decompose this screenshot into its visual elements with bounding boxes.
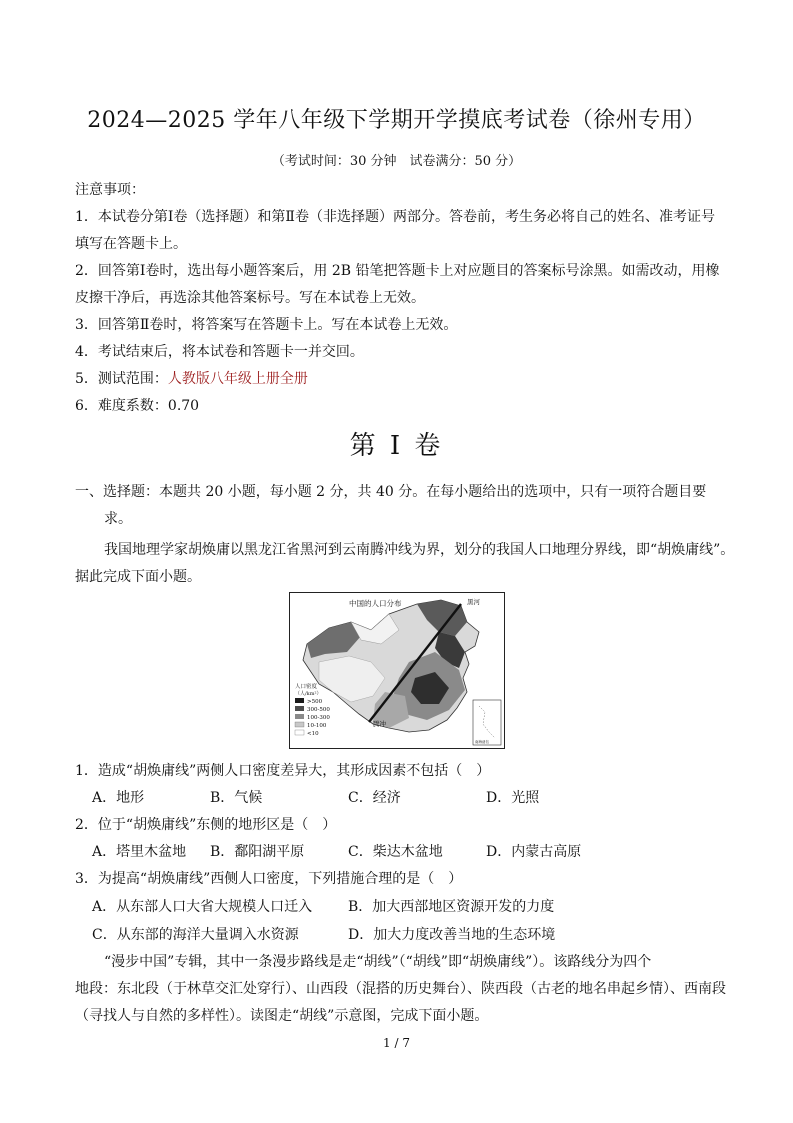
page-number: 1 / 7 <box>383 1036 410 1050</box>
map-title: 中国的人口分布 <box>349 599 402 608</box>
q2-option-a: A．塔里木盆地 <box>92 844 187 860</box>
material2-line-c: （寻找人与自然的多样性）。读图走“胡线”示意图，完成下面小题。 <box>75 1008 489 1024</box>
note-4: 4．考试结束后，将本试卷和答题卡一并交回。 <box>75 344 364 360</box>
q1-option-d: D．光照 <box>486 790 540 806</box>
note-1a: 1．本试卷分第Ⅰ卷（选择题）和第Ⅱ卷（非选择题）两部分。答卷前，考生务必将自己的姓名、准考证号 <box>75 209 715 225</box>
question-3-stem: 3．为提高“胡焕庸线”西侧人口密度，下列措施合理的是（ ） <box>75 871 463 887</box>
map-city-heihe: 黑河 <box>467 598 480 606</box>
legend-title: 人口密度 <box>295 684 318 690</box>
population-map <box>289 592 505 749</box>
exam-subtitle: （考试时间：30 分钟 试卷满分：50 分） <box>271 154 522 169</box>
q3-option-b: B．加大西部地区资源开发的力度 <box>348 899 555 915</box>
material-line-a: 我国地理学家胡焕庸以黑龙江省黑河到云南腾冲线为界，划分的我国人口地理分界线，即“胡焕庸线”。 <box>104 542 735 558</box>
part1-intro-b: 求。 <box>104 511 132 527</box>
material-line-b: 据此完成下面小题。 <box>75 569 201 585</box>
legend-label-4: 10-100 <box>307 723 327 729</box>
legend-label-3: 100-300 <box>307 715 330 721</box>
q1-option-c: C．经济 <box>348 790 401 806</box>
legend-swatch-5 <box>295 730 304 735</box>
note-6: 6．难度系数：0.70 <box>75 398 200 414</box>
q2-option-b: B．鄱阳湖平原 <box>210 844 305 860</box>
map-city-tengchong: 腾冲 <box>373 720 386 728</box>
note-2b: 皮擦干净后，再选涂其他答案标号。写在本试卷上无效。 <box>75 290 425 306</box>
note-1b: 填写在答题卡上。 <box>75 236 187 252</box>
q1-option-a: A．地形 <box>92 790 145 806</box>
note-5-scope: 人教版八年级上册全册 <box>167 371 308 387</box>
material2-line-a: “漫步中国”专辑，其中一条漫步路线是走“胡线”（“胡线”即“胡焕庸线”）。该路线分为四个 <box>104 954 652 970</box>
note-3: 3．回答第Ⅱ卷时，将答案写在答题卡上。写在本试卷上无效。 <box>75 317 458 333</box>
section-title: 第 I 卷 <box>349 431 444 461</box>
legend-swatch-2 <box>295 706 304 711</box>
q2-option-d: D．内蒙古高原 <box>486 844 582 860</box>
notes-heading: 注意事项： <box>75 182 145 198</box>
legend-swatch-4 <box>295 722 304 727</box>
question-2-stem: 2．位于“胡焕庸线”东侧的地形区是（ ） <box>75 817 337 833</box>
exam-title: 2024—2025 学年八年级下学期开学摸底考试卷（徐州专用） <box>87 108 706 133</box>
q3-option-c: C．从东部的海洋大量调入水资源 <box>92 927 299 943</box>
material2-line-b: 地段：东北段（于林草交汇处穿行）、山西段（混搭的历史舞台）、陕西段（古老的地名串起乡情）、西南段 <box>75 981 726 997</box>
part1-intro-a: 一、选择题：本题共 20 小题，每小题 2 分，共 40 分。在每小题给出的选项中，只有一项符合题目要 <box>75 484 707 500</box>
note-5 <box>75 368 308 388</box>
legend-label-1: >500 <box>307 699 323 705</box>
legend-unit: （人/km²） <box>295 691 322 697</box>
q3-option-a: A．从东部人口大省大规模人口迁入 <box>92 899 313 915</box>
inset-box <box>473 700 501 745</box>
legend-swatch-1 <box>295 698 304 703</box>
inset-label: 南海诸岛 <box>475 740 489 744</box>
q3-option-d: D．加大力度改善当地的生态环境 <box>348 927 556 943</box>
note-5-prefix: 5．测试范围： <box>75 371 168 387</box>
legend-label-2: 300-500 <box>307 707 330 713</box>
legend-swatch-3 <box>295 714 304 719</box>
note-2a: 2．回答第Ⅰ卷时，选出每小题答案后，用 2B 铅笔把答题卡上对应题目的答案标号涂黑。如需改动，用橡 <box>75 263 720 279</box>
legend-label-5: <10 <box>307 731 319 737</box>
q2-option-c: C．柴达木盆地 <box>348 844 443 860</box>
question-1-stem: 1．造成“胡焕庸线”两侧人口密度差异大，其形成因素不包括（ ） <box>75 763 491 779</box>
q1-option-b: B．气候 <box>210 790 263 806</box>
